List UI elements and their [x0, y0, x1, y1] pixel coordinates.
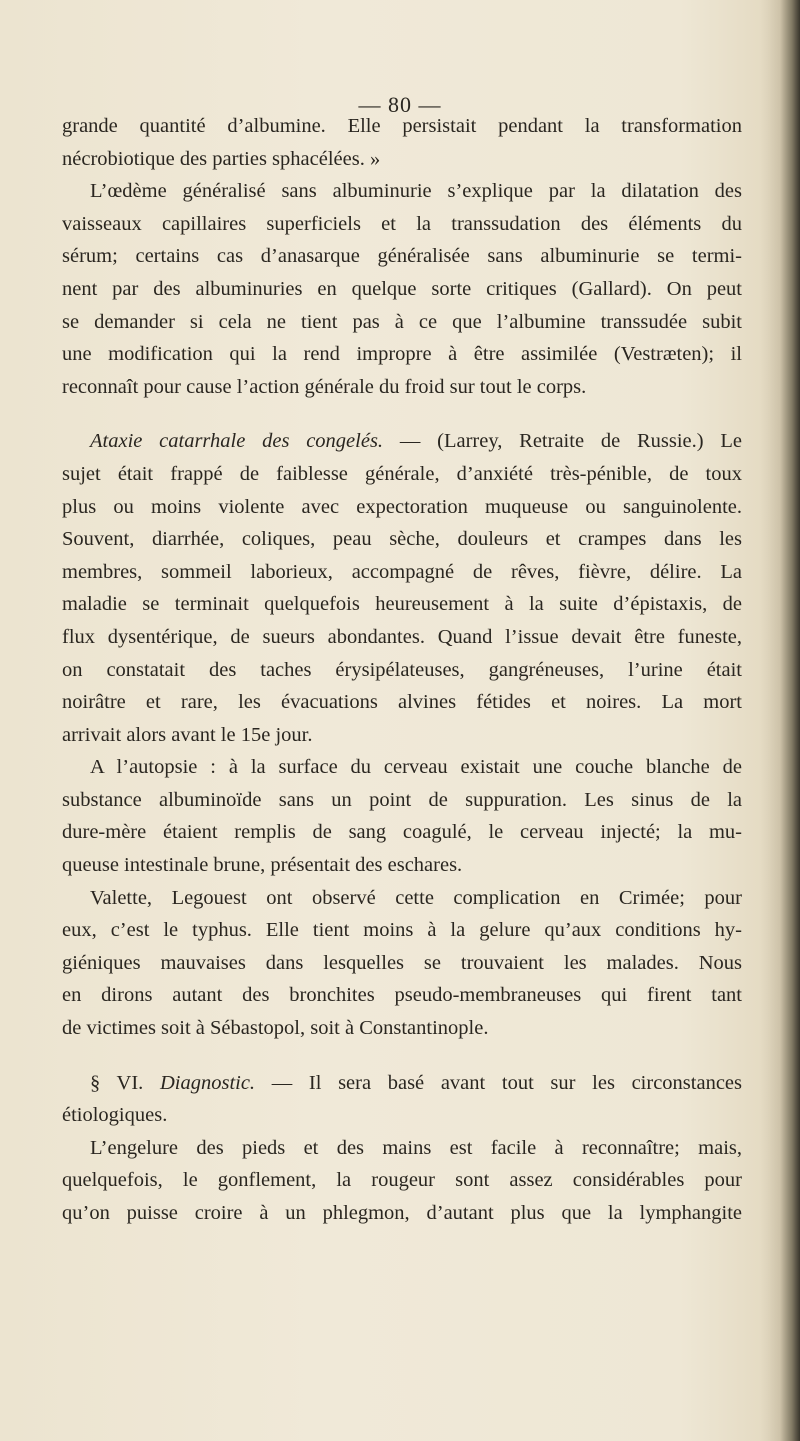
text-line: flux dysentérique, de sueurs abondantes. Quand l’issue devait être funeste,	[62, 625, 742, 648]
page-edge-shadow	[760, 0, 800, 1441]
text-fragment: — Il sera basé avant tout sur les circonstances	[255, 1071, 742, 1094]
text-line: noirâtre et rare, les évacuations alvines fétides et noires. La mort	[62, 691, 742, 714]
paragraph	[62, 751, 742, 881]
paragraph	[62, 110, 742, 175]
text-line: plus ou moins violente avec expectoration muqueuse ou sanguinolente.	[62, 495, 742, 518]
text-line: membres, sommeil laborieux, accompagné de rêves, fièvre, délire. La	[62, 560, 742, 583]
text-line: maladie se terminait quelquefois heureusement à la suite d’épistaxis, de	[62, 593, 742, 616]
text-line: eux, c’est le typhus. Elle tient moins à la gelure qu’aux conditions hy-	[62, 919, 742, 942]
section-title: Ataxie catarrhale des congelés.	[90, 430, 384, 453]
text-line: quelquefois, le gonflement, la rougeur sont assez considérables pour	[62, 1169, 742, 1192]
text-line: on constatait des taches érysipélateuses, gangréneuses, l’urine était	[62, 658, 742, 681]
text-line: se demander si cela ne tient pas à ce que l’albumine transsudée subit	[62, 310, 742, 333]
text-line	[62, 1067, 742, 1100]
text-line: giéniques mauvaises dans lesquelles se trouvaient les malades. Nous	[62, 951, 742, 974]
text-line: qu’on puisse croire à un phlegmon, d’autant plus que la lymphangite	[62, 1202, 742, 1224]
paragraph	[62, 1132, 742, 1230]
text-line: étiologiques.	[62, 1104, 168, 1127]
paragraph	[62, 1067, 742, 1132]
paragraph	[62, 882, 742, 1045]
text-fragment: — (Larrey, Retraite de Russie.) Le	[383, 430, 742, 453]
paragraph	[62, 175, 742, 403]
section-title: Diagnostic.	[159, 1071, 256, 1094]
body-text	[62, 110, 742, 1230]
section-prefix: § VI.	[90, 1071, 160, 1094]
text-line: A l’autopsie : à la surface du cerveau existait une couche blanche de	[90, 756, 742, 779]
page-number: — 80 —	[358, 92, 442, 117]
text-line: L’engelure des pieds et des mains est facile à reconnaître; mais,	[90, 1136, 742, 1159]
text-line: nécrobiotique des parties sphacélées. »	[62, 147, 381, 170]
text-line: vaisseaux capillaires superficiels et la transsudation des éléments du	[62, 212, 742, 235]
text-line: de victimes soit à Sébastopol, soit à Constantinople.	[62, 1017, 489, 1040]
text-line: substance albuminoïde sans un point de suppuration. Les sinus de la	[62, 788, 742, 811]
text-line: grande quantité d’albumine. Elle persistait pendant la transformation	[62, 115, 742, 137]
text-line: une modification qui la rend impropre à être assimilée (Vestræten); il	[62, 343, 742, 366]
text-line: sérum; certains cas d’anasarque généralisée sans albuminurie se termi-	[62, 245, 742, 268]
text-line: arrivait alors avant le 15e jour.	[62, 723, 313, 746]
text-line: reconnaît pour cause l’action générale du froid sur tout le corps.	[62, 375, 587, 398]
text-line	[62, 425, 742, 458]
text-line: en dirons autant des bronchites pseudo-membraneuses qui firent tant	[62, 984, 742, 1007]
text-line: Souvent, diarrhée, coliques, peau sèche, douleurs et crampes dans les	[62, 528, 742, 551]
text-line: L’œdème généralisé sans albuminurie s’explique par la dilatation des	[90, 180, 742, 203]
text-line: sujet était frappé de faiblesse générale, d’anxiété très-pénible, de toux	[62, 462, 742, 485]
text-line: Valette, Legouest ont observé cette complication en Crimée; pour	[90, 886, 742, 909]
text-line: dure-mère étaient remplis de sang coagulé, le cerveau injecté; la mu-	[62, 821, 742, 844]
paragraph	[62, 425, 742, 751]
text-line: nent par des albuminuries en quelque sorte critiques (Gallard). On peut	[62, 277, 742, 300]
text-line: queuse intestinale brune, présentait des eschares.	[62, 854, 463, 877]
